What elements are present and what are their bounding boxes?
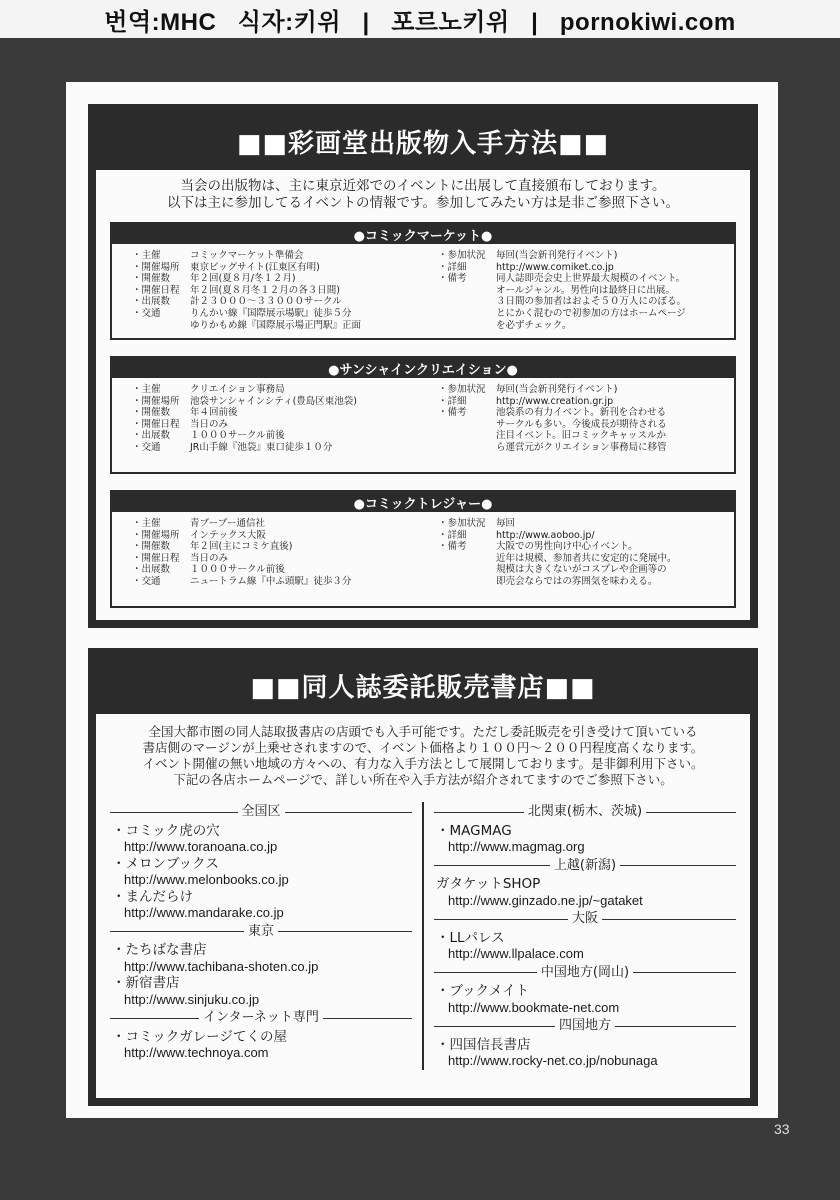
detail-label (438, 320, 496, 332)
detail-label: ・交通 (132, 441, 161, 453)
region-header (434, 965, 736, 982)
store-url: http://www.melonbooks.co.jp (124, 872, 289, 887)
store-name: ガタケットSHOP (436, 876, 541, 892)
detail-value: ゆりかもめ線『国際展示場正門駅』正面 (190, 319, 362, 331)
region-header (110, 804, 412, 821)
detail-row (438, 273, 724, 285)
detail-row (132, 530, 418, 542)
detail-value: ニュートラム線『中ふ頭駅』徒歩３分 (190, 575, 352, 587)
store-url: http://www.rocky-net.co.jp/nobunaga (448, 1053, 658, 1068)
detail-label: ・交通 (132, 575, 161, 587)
event-details-left (132, 250, 418, 331)
detail-label: ・開催日程 (132, 284, 180, 296)
detail-row (132, 384, 418, 396)
detail-label: ・交通 (132, 307, 161, 319)
detail-label: ・主催 (132, 518, 161, 529)
detail-label: ・出展数 (132, 430, 171, 442)
event-details-right (418, 250, 724, 331)
detail-value: http://www.aoboo.jp/ (496, 529, 595, 541)
detail-value: 年２回(夏８月/冬１２月) (190, 273, 296, 285)
detail-label: ・主催 (132, 384, 161, 395)
detail-row (438, 430, 724, 442)
detail-value: 当日のみ (190, 552, 229, 564)
detail-label: ・参加状況 (438, 250, 486, 261)
detail-label: ・参加状況 (438, 384, 486, 395)
detail-row (438, 296, 724, 308)
store-list (96, 800, 750, 1070)
event-details-left (132, 518, 418, 588)
event-details-left (132, 384, 418, 454)
event-box (110, 356, 736, 474)
detail-value: 年２回(夏８月冬１２月の各３日間) (190, 284, 340, 296)
publication-methods-panel (88, 104, 758, 628)
detail-row (438, 250, 724, 262)
detail-label: ・開催数 (132, 273, 171, 285)
detail-row (132, 308, 418, 320)
detail-row (132, 262, 418, 274)
detail-row (438, 320, 724, 332)
detail-row (132, 407, 418, 419)
section-intro (96, 170, 750, 218)
detail-label: ・開催数 (132, 407, 171, 419)
detail-row (132, 442, 418, 454)
detail-value: 当日のみ (190, 418, 229, 430)
detail-label (438, 296, 496, 308)
detail-row (438, 308, 724, 320)
store-url: http://www.toranoana.co.jp (124, 839, 278, 854)
detail-label: ・開催場所 (132, 261, 180, 273)
store-name: ・LLパレス (436, 929, 505, 946)
region-header (110, 1010, 412, 1027)
detail-row (132, 553, 418, 565)
detail-label: ・詳細 (438, 261, 467, 273)
event-details-right (418, 518, 724, 588)
detail-value: インテックス大阪 (190, 529, 266, 541)
detail-label: ・詳細 (438, 529, 467, 541)
detail-value: コミックマーケット準備会 (190, 250, 304, 261)
detail-row (132, 541, 418, 553)
detail-row (438, 396, 724, 408)
detail-value: 注目イベント。旧コミックキャッスルか (496, 430, 666, 442)
detail-label (438, 564, 496, 576)
section-title: ■■彩画堂出版物入手方法■■ (236, 128, 610, 159)
region-label: インターネット専門 (203, 1010, 319, 1025)
detail-label: ・開催場所 (132, 529, 180, 541)
intro-line: 以下は主に参加してるイベントの情報です。参加してみたい方は是非ご参照下さい。 (167, 195, 679, 211)
region-header (110, 924, 412, 941)
detail-label (438, 553, 496, 565)
store-name: ・新宿書店 (112, 975, 180, 991)
detail-label: ・詳細 (438, 395, 467, 407)
detail-label: ・備考 (438, 407, 467, 419)
store-url: http://www.ginzado.ne.jp/~gataket (448, 892, 643, 908)
event-title: ●コミックトレジャー● (112, 492, 734, 512)
region-label: 北関東(栃木、茨城) (527, 804, 643, 819)
event-title: ●サンシャインクリエイション● (112, 358, 734, 378)
store-column-left (110, 802, 424, 1070)
detail-label (438, 419, 496, 431)
region-header (434, 911, 736, 928)
intro-line: 全国大都市圏の同人誌取扱書店の店頭でも入手可能です。ただし委託販売を引き受けて頂いている (148, 724, 698, 739)
region-label: 上越(新潟) (553, 857, 617, 873)
detail-label (438, 430, 496, 442)
detail-row (132, 285, 418, 297)
document-page (66, 82, 778, 1118)
event-box (110, 490, 736, 608)
detail-label: ・開催場所 (132, 395, 180, 407)
store-url: http://www.magmag.org (448, 839, 585, 854)
region-label: 大阪 (572, 911, 599, 926)
store-name: ・コミック虎の穴 (112, 822, 220, 839)
detail-row (132, 320, 418, 332)
detail-value: JR山手線『池袋』東口徒歩１０分 (190, 441, 333, 453)
detail-value: http://www.comiket.co.jp (496, 261, 614, 273)
intro-line: 下記の各店ホームページで、詳しい所在や入手方法が紹介されてますのでご参照下さい。 (173, 772, 673, 787)
consignment-stores-panel (88, 648, 758, 1106)
detail-row (438, 564, 724, 576)
region-label: 四国地方 (559, 1018, 612, 1033)
detail-value: 青ブーブー通信社 (190, 518, 265, 529)
region-header (434, 1018, 736, 1035)
detail-label: ・開催数 (132, 541, 171, 553)
detail-row (438, 518, 724, 530)
detail-label (438, 576, 496, 588)
region-label: 全国区 (241, 804, 281, 819)
detail-value: ３日間の参加者はおよそ５０万人にのぼる。 (496, 296, 687, 308)
detail-label (132, 320, 190, 332)
store-name: ・メロンブックス (112, 855, 219, 872)
detail-row (438, 442, 724, 454)
detail-row (438, 530, 724, 542)
intro-line: イベント開催の無い地域の方々への、有力な入手方法として展開しております。是非御利用下さい。 (142, 756, 704, 771)
detail-row (438, 576, 724, 588)
event-title: ●コミックマーケット● (112, 224, 734, 244)
region-label: 東京 (248, 923, 275, 939)
detail-value: を必ずチェック。 (496, 319, 572, 331)
detail-row (132, 273, 418, 285)
detail-value: 即売会ならではの雰囲気を味わえる。 (496, 575, 658, 587)
store-name: ・ブックメイト (436, 983, 530, 999)
store-name: ・四国信長書店 (436, 1036, 531, 1053)
translator-banner: 번역:MHC 식자:키위 | 포르노키위 | pornokiwi.com (0, 0, 840, 38)
intro-line: 書店側のマージンが上乗せされますので、イベント価格より１００円〜２００円程度高くなります。 (142, 740, 704, 755)
detail-value: オールジャンル。男性向は最終日に出展。 (496, 284, 675, 296)
detail-value: 計２３０００〜３３０００サークル (190, 296, 342, 308)
event-details-right (418, 384, 724, 454)
detail-label: ・開催日程 (132, 552, 180, 564)
detail-value: 大阪での男性向け中心イベント。 (496, 541, 638, 553)
detail-row (132, 250, 418, 262)
detail-row (438, 553, 724, 565)
detail-value: サークルも多い。今後成長が期待される (496, 418, 667, 430)
detail-row (132, 396, 418, 408)
detail-value: 東京ビッグサイト(江東区有明) (190, 261, 320, 273)
store-column-right (424, 802, 736, 1070)
detail-value: １０００サークル前後 (190, 430, 285, 442)
detail-value: 規模は大きくないがコスプレや企画等の (496, 564, 667, 576)
detail-row (132, 296, 418, 308)
store-url: http://www.sinjuku.co.jp (124, 991, 260, 1007)
detail-label (438, 285, 496, 297)
detail-value: 同人誌即売会史上世界最大規模のイベント。 (496, 273, 686, 285)
event-box (110, 222, 736, 340)
store-url: http://www.tachibana-shoten.co.jp (124, 958, 319, 974)
panel-body (96, 170, 750, 620)
store-name: ・コミックガレージてくの屋 (112, 1028, 287, 1045)
region-header (434, 858, 736, 875)
detail-row (438, 407, 724, 419)
detail-row (132, 576, 418, 588)
store-name: ・たちばな書店 (112, 942, 207, 958)
detail-row (438, 419, 724, 431)
detail-value: １０００サークル前後 (190, 564, 285, 576)
region-label: 中国地方(岡山) (540, 964, 630, 980)
store-url: http://www.mandarake.co.jp (124, 905, 284, 920)
detail-label (438, 442, 496, 454)
section-intro (96, 714, 750, 800)
detail-value: 毎回(当会新刊発行イベント) (496, 384, 618, 395)
detail-row (438, 285, 724, 297)
page-number: 33 (774, 1121, 790, 1137)
detail-label: ・備考 (438, 541, 467, 553)
detail-row (132, 518, 418, 530)
detail-value: クリエイション事務局 (190, 384, 285, 395)
event-details (112, 378, 734, 458)
store-url: http://www.llpalace.com (448, 946, 584, 961)
detail-value: 年４回前後 (190, 407, 238, 419)
panel-body (96, 714, 750, 1098)
store-url: http://www.technoya.com (124, 1045, 269, 1060)
detail-value: 池袋サンシャインシティ(豊島区東池袋) (190, 395, 358, 407)
detail-value: 近年は規模、参加者共に安定的に発展中。 (496, 552, 677, 564)
detail-row (438, 541, 724, 553)
region-header (434, 804, 736, 821)
detail-row (438, 384, 724, 396)
detail-label: ・主催 (132, 250, 161, 261)
detail-row (132, 430, 418, 442)
detail-value: 毎回 (496, 518, 516, 529)
event-details (112, 244, 734, 335)
detail-value: ら運営元がクリエイション事務局に移管 (496, 441, 667, 453)
store-url: http://www.bookmate-net.com (448, 999, 620, 1015)
detail-row (438, 262, 724, 274)
detail-label (438, 308, 496, 320)
detail-value: 毎回(当会新刊発行イベント) (496, 250, 618, 261)
store-name: ・まんだらけ (112, 888, 193, 905)
store-name: ・MAGMAG (436, 822, 512, 839)
detail-value: りんかい線『国際展示場駅』徒歩５分 (190, 307, 352, 319)
detail-label: ・開催日程 (132, 418, 180, 430)
detail-row (132, 419, 418, 431)
event-details (112, 512, 734, 592)
detail-label: ・出展数 (132, 564, 171, 576)
detail-value: 池袋系の有力イベント。新刊を合わせる (496, 407, 667, 419)
intro-line: 当会の出版物は、主に東京近郊でのイベントに出展して直接頒布しております。 (180, 178, 666, 194)
detail-row (132, 564, 418, 576)
detail-label: ・出展数 (132, 296, 171, 308)
detail-label: ・参加状況 (438, 518, 486, 529)
detail-value: とにかく混むので初参加の方はホームページ (496, 307, 686, 319)
detail-value: 年２回(主にコミケ直後) (190, 541, 293, 553)
detail-value: http://www.creation.gr.jp (496, 395, 614, 407)
section-title: ■■同人誌委託販売書店■■ (250, 672, 596, 703)
detail-label: ・備考 (438, 273, 467, 285)
